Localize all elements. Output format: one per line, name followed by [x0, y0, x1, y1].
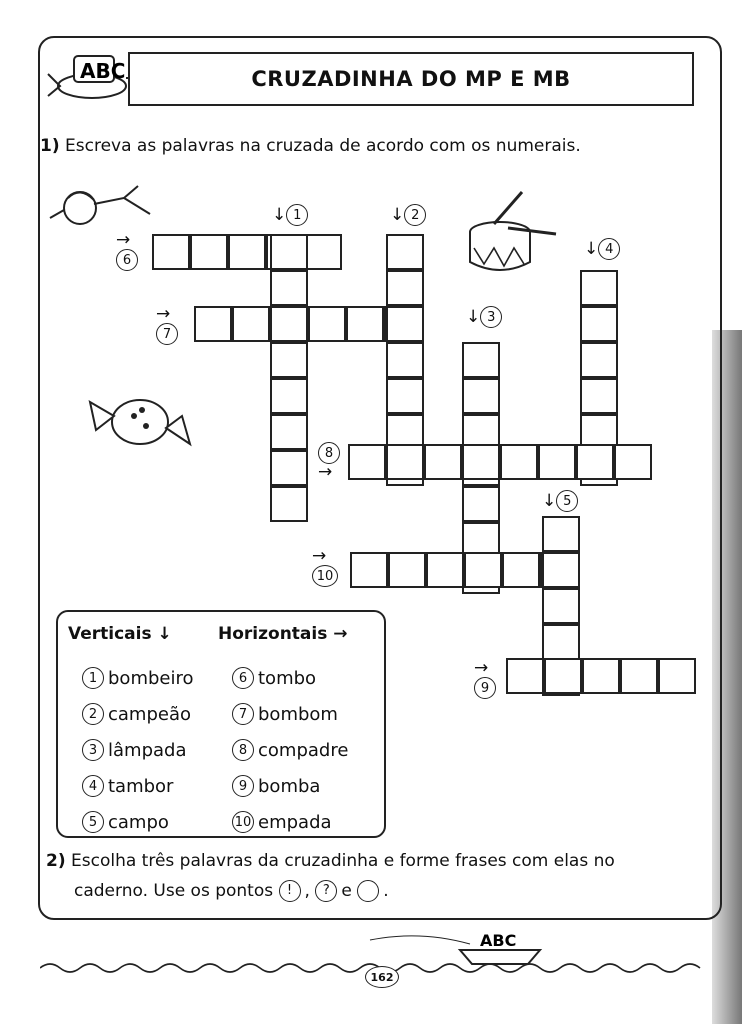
wave-decoration [40, 930, 720, 1000]
crossword-cell[interactable] [506, 658, 544, 694]
crossword-cell[interactable] [502, 552, 540, 588]
crossword-cell[interactable] [538, 444, 576, 480]
horizontais-item: 7 bombom [232, 696, 348, 732]
verticais-item: 1 bombeiro [82, 660, 194, 696]
clue-label-9: → 9 [474, 660, 500, 699]
crossword-cell[interactable] [542, 552, 580, 588]
crossword-cell[interactable] [464, 552, 502, 588]
comma: , [304, 881, 310, 901]
crossword-cell[interactable] [308, 306, 346, 342]
verticais-list [82, 660, 194, 840]
question-1 [40, 136, 581, 156]
svg-text:ABC: ABC [480, 931, 517, 950]
question-2 [46, 846, 706, 906]
crossword-cell[interactable] [426, 552, 464, 588]
crossword-cell[interactable] [386, 378, 424, 414]
crossword-cell[interactable] [580, 342, 618, 378]
crossword-cell[interactable] [462, 378, 500, 414]
end-period: . [383, 881, 389, 901]
crossword-cell[interactable] [386, 342, 424, 378]
crossword-cell[interactable] [346, 306, 384, 342]
period-circle [357, 880, 379, 902]
verticais-item: 5 campo [82, 804, 194, 840]
horizontais-header: Horizontais → [218, 624, 348, 644]
question-1-number: 1) [40, 136, 60, 156]
falling-boy-icon [40, 174, 160, 238]
crossword-cell[interactable] [576, 444, 614, 480]
crossword-cell[interactable] [500, 444, 538, 480]
clue-label-5: ↓ 5 [542, 490, 582, 512]
svg-text:ABC: ABC [80, 59, 126, 83]
crossword-cell[interactable] [620, 658, 658, 694]
question-2-number: 2) [46, 851, 66, 871]
question-2-line2: caderno. Use os pontos [74, 881, 274, 901]
verticais-header: Verticais ↓ [68, 624, 172, 644]
crossword-cell[interactable] [462, 486, 500, 522]
crossword-cell[interactable] [270, 486, 308, 522]
crossword-cell[interactable] [386, 306, 424, 342]
crossword-cell[interactable] [386, 270, 424, 306]
clue-label-4: ↓ 4 [584, 238, 624, 260]
word-list-box [56, 610, 386, 838]
crossword-cell[interactable] [228, 234, 266, 270]
verticais-item: 4 tambor [82, 768, 194, 804]
drum-icon [464, 186, 560, 278]
page-title: CRUZADINHA DO MP E MB [251, 67, 571, 91]
clue-label-3: ↓ 3 [466, 306, 506, 328]
crossword-cell[interactable] [270, 414, 308, 450]
question-2-line1: Escolha três palavras da cruzadinha e forme frases com elas no [71, 851, 615, 871]
crossword-cell[interactable] [580, 378, 618, 414]
crossword-cell[interactable] [350, 552, 388, 588]
crossword-cell[interactable] [542, 588, 580, 624]
crossword-cell[interactable] [582, 658, 620, 694]
clue-label-7: → 7 [156, 306, 182, 345]
crossword-cell[interactable] [462, 342, 500, 378]
clue-label-1: ↓ 1 [272, 204, 312, 226]
crossword-cell[interactable] [544, 658, 582, 694]
verticais-item: 3 lâmpada [82, 732, 194, 768]
crossword-cell[interactable] [580, 270, 618, 306]
airplane-abc-icon [40, 46, 132, 108]
clue-label-6: → 6 [116, 232, 142, 271]
crossword-cell[interactable] [580, 306, 618, 342]
crossword-cell[interactable] [270, 378, 308, 414]
crossword-cell[interactable] [152, 234, 190, 270]
crossword-cell[interactable] [348, 444, 386, 480]
crossword-cell[interactable] [542, 516, 580, 552]
horizontais-item: 6 tombo [232, 660, 348, 696]
crossword-cell[interactable] [304, 234, 342, 270]
horizontais-item: 8 compadre [232, 732, 348, 768]
crossword-cell[interactable] [388, 552, 426, 588]
crossword-cell[interactable] [386, 444, 424, 480]
clue-label-8: 8 → [318, 442, 344, 481]
horizontais-item: 9 bomba [232, 768, 348, 804]
crossword-cell[interactable] [614, 444, 652, 480]
horizontais-item: 10 empada [232, 804, 348, 840]
crossword-cell[interactable] [658, 658, 696, 694]
question-1-text: Escreva as palavras na cruzada de acordo com os numerais. [65, 136, 581, 156]
candy-icon [84, 386, 196, 460]
crossword-cell[interactable] [270, 306, 308, 342]
clue-label-2: ↓ 2 [390, 204, 430, 226]
verticais-item: 2 campeão [82, 696, 194, 732]
crossword-cell[interactable] [424, 444, 462, 480]
clue-label-10: → 10 [312, 548, 342, 587]
horizontais-list [232, 660, 348, 840]
crossword-cell[interactable] [270, 450, 308, 486]
crossword-cell[interactable] [462, 444, 500, 480]
crossword-cell[interactable] [190, 234, 228, 270]
crossword-cell[interactable] [270, 234, 308, 270]
question-mark-circle: ? [315, 880, 337, 902]
crossword-cell[interactable] [542, 624, 580, 660]
title-banner [128, 52, 694, 106]
page-number: 162 [365, 966, 399, 988]
and-word: e [341, 881, 352, 901]
exclamation-mark-circle: ! [279, 880, 301, 902]
crossword-cell[interactable] [270, 342, 308, 378]
crossword-cell[interactable] [386, 234, 424, 270]
crossword-cell[interactable] [232, 306, 270, 342]
crossword-cell[interactable] [194, 306, 232, 342]
crossword-cell[interactable] [270, 270, 308, 306]
